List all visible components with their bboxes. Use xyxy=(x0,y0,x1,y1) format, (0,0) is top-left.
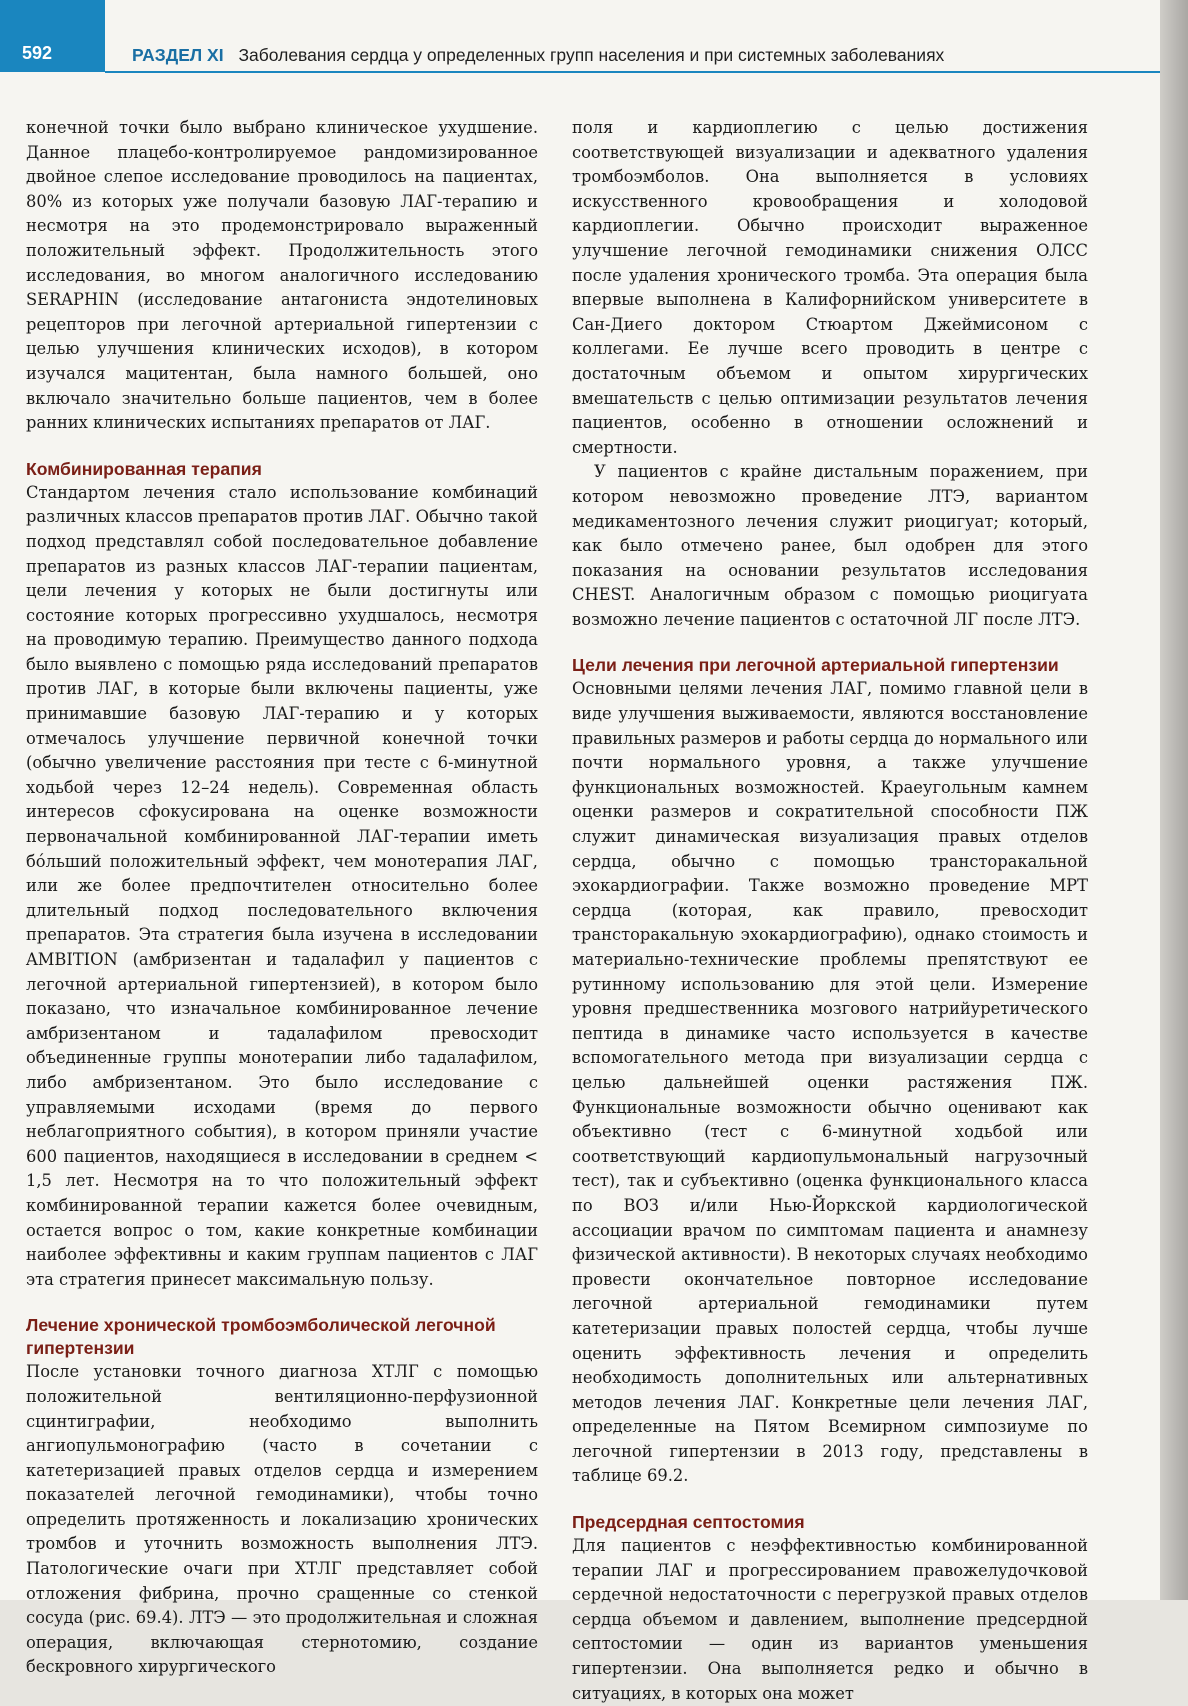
header-rule xyxy=(105,71,1165,73)
running-header xyxy=(132,45,944,66)
treatment-goals-heading: Цели лечения при легочной артериальной гипертензии xyxy=(572,655,1059,676)
combination-therapy-heading: Комбинированная терапия xyxy=(26,458,262,479)
right-column xyxy=(572,116,1088,1706)
page-edge-shadow xyxy=(1160,0,1188,1600)
section-label: РАЗДЕЛ XI xyxy=(132,45,224,65)
riociguat-paragraph: У пациентов с крайне дистальным поражением, при котором невозможно проведение ЛТЭ, вариантом медикаментозного лечения служит риоцигуат; который, как было отмечено ранее, был одобрен для этого показания на основании результатов исследования CHEST. Аналогичным образом с помощью риоцигуата возможно лечение пациентов с остаточной ЛГ после ЛТЭ. xyxy=(572,462,1088,629)
chapter-title: Заболевания сердца у определенных групп населения и при системных заболеваниях xyxy=(238,45,945,65)
cteph-paragraph: После установки точного диагноза ХТЛГ с помощью положительной вентиляционно-перфузионной сцинтиграфии, необходимо выполнить ангиопульмонографию (часто в сочетании с катетеризацией правых отделов сердца и измерением показателей легочной гемодинамики), чтобы точно определить протяженность и локализацию хронических тромбов и уточнить возможность выполнения ЛТЭ. Патологические очаги при ХТЛГ представляет собой отложения фибрина, прочно сращенные со стенкой сосуда (рис. 69.4). ЛТЭ — это продолжительная и сложная операция, включающая стернотомию, создание бескровного хирургического xyxy=(26,1362,538,1677)
combination-therapy-paragraph: Стандартом лечения стало использование комбинаций различных классов препаратов против ЛАГ. Обычно такой подход представлял собой последовательное добавление препаратов из разных классов ЛАГ-терапии пациентам, цели лечения у которых не были достигнуты или состояние которых прогрессивно ухудшалось, несмотря на проводимую терапию. Преимущество данного подхода было выявлено с помощью ряда исследований препаратов против ЛАГ, в которые были включены пациенты, уже принимавшие базовую ЛАГ-терапию и у которых отмечалось улучшение первичной конечной точки (обычно увеличение расстояния при тесте с 6-минутной ходьбой через 12–24 недель). Современная область интересов сфокусирована на оценке возможности первоначальной комбинированной ЛАГ-терапии иметь бóльший положительный эффект, чем монотерапия ЛАГ, или же более предпочтителен относительно более длительный подход последовательного включения препаратов. Эта стратегия была изучена в исследовании AMBITION (амбризентан и тадалафил у пациентов с легочной артериальной гипертензией), в котором было показано, что изначальное комбинированное лечение амбризентаном и тадалафилом превосходит объединенные группы монотерапии либо тадалафилом, либо амбризентаном. Это было исследование с управляемыми исходами (время до первого неблагоприятного события), в котором приняли участие 600 пациентов, находящиеся в исследовании в среднем < 1,5 лет. Несмотря на то что положительный эффект комбинированной терапии кажется более очевидным, остается вопрос о том, какие конкретные комбинации наиболее эффективны и каким группам пациентов с ЛАГ эта стратегия принесет максимальную пользу. xyxy=(26,482,538,1289)
atrial-septostomy-paragraph: Для пациентов с неэффективностью комбинированной терапии ЛАГ и прогрессированием правожелудочковой сердечной недостаточности с перегрузкой правых отделов сердца объемом и давлением, выполнение предсердной септостомии — один из вариантов уменьшения гипертензии. Она выполняется редко и обычно в ситуациях, в которых она может xyxy=(572,1536,1088,1703)
left-column xyxy=(26,116,538,1680)
cteph-heading: Лечение хронической тромбоэмболической легочной гипертензии xyxy=(26,1315,496,1359)
atrial-septostomy-heading: Предсердная септостомия xyxy=(572,1512,805,1533)
treatment-goals-paragraph: Основными целями лечения ЛАГ, помимо главной цели в виде улучшения выживаемости, являются восстановление правильных размеров и работы сердца до нормального или почти нормального уровня, а также улучшение функциональных возможностей. Краеугольным камнем оценки размеров и сократительной способности ПЖ служит динамическая визуализация правых отделов сердца, обычно с помощью трансторакальной эхокардиографии. Также возможно проведение МРТ сердца (которая, как правило, превосходит трансторакальную эхокардиографию), однако стоимость и материально-технические проблемы препятствуют ее рутинному использованию для этой цели. Измерение уровня предшественника мозгового натрийуретического пептида в динамике часто используется в качестве вспомогательного метода при визуализации сердца с целью дальнейшей оценки растяжения ПЖ. Функциональные возможности обычно оценивают как объективно (тест с 6-минутной ходьбой или соответствующий кардиопульмональный нагрузочный тест), так и субъективно (оценка функционального класса по ВОЗ и/или Нью-Йоркской кардиологической ассоциации врачом по симптомам пациента и анамнезу физической активности). В некоторых случаях необходимо провести окончательное повторное исследование легочной артериальной гемодинамики путем катетеризации правых полостей сердца, чтобы лучше оценить эффективность лечения и определить необходимость дополнительных или альтернативных методов лечения ЛАГ. Конкретные цели лечения ЛАГ, определенные на Пятом Всемирном симпозиуме по легочной гипертензии в 2013 году, представлены в таблице 69.2. xyxy=(572,679,1088,1486)
intro-paragraph: конечной точки было выбрано клиническое ухудшение. Данное плацебо-контролируемое рандомизированное двойное слепое исследование проводилось на пациентах, 80% из которых уже получали базовую ЛАГ-терапию и несмотря на это продемонстрировало выраженный положительный эффект. Продолжительность этого исследования, во многом аналогичного исследованию SERAPHIN (исследование антагониста эндотелиновых рецепторов при легочной артериальной гипертензии с целью улучшения клинических исходов), в котором изучался мацитентан, была намного большей, оно включало значительно больше пациентов, чем в более ранних клинических испытаниях препаратов от ЛАГ. xyxy=(26,118,538,433)
page-number: 592 xyxy=(0,0,105,72)
surgery-continuation-paragraph: поля и кардиоплегию с целью достижения соответствующей визуализации и адекватного удаления тромбоэмболов. Она выполняется в условиях искусственного кровообращения и холодовой кардиоплегии. Обычно происходит выраженное улучшение легочной гемодинамики снижения ОЛСС после удаления хронического тромба. Эта операция была впервые выполнена в Калифорнийском университете в Сан-Диего доктором Стюартом Джеймисоном с коллегами. Ее лучше всего проводить в центре с достаточным объемом и опытом хирургических вмешательств с целью оптимизации результатов лечения пациентов, особенно в отношении осложнений и смертности. xyxy=(572,118,1088,457)
